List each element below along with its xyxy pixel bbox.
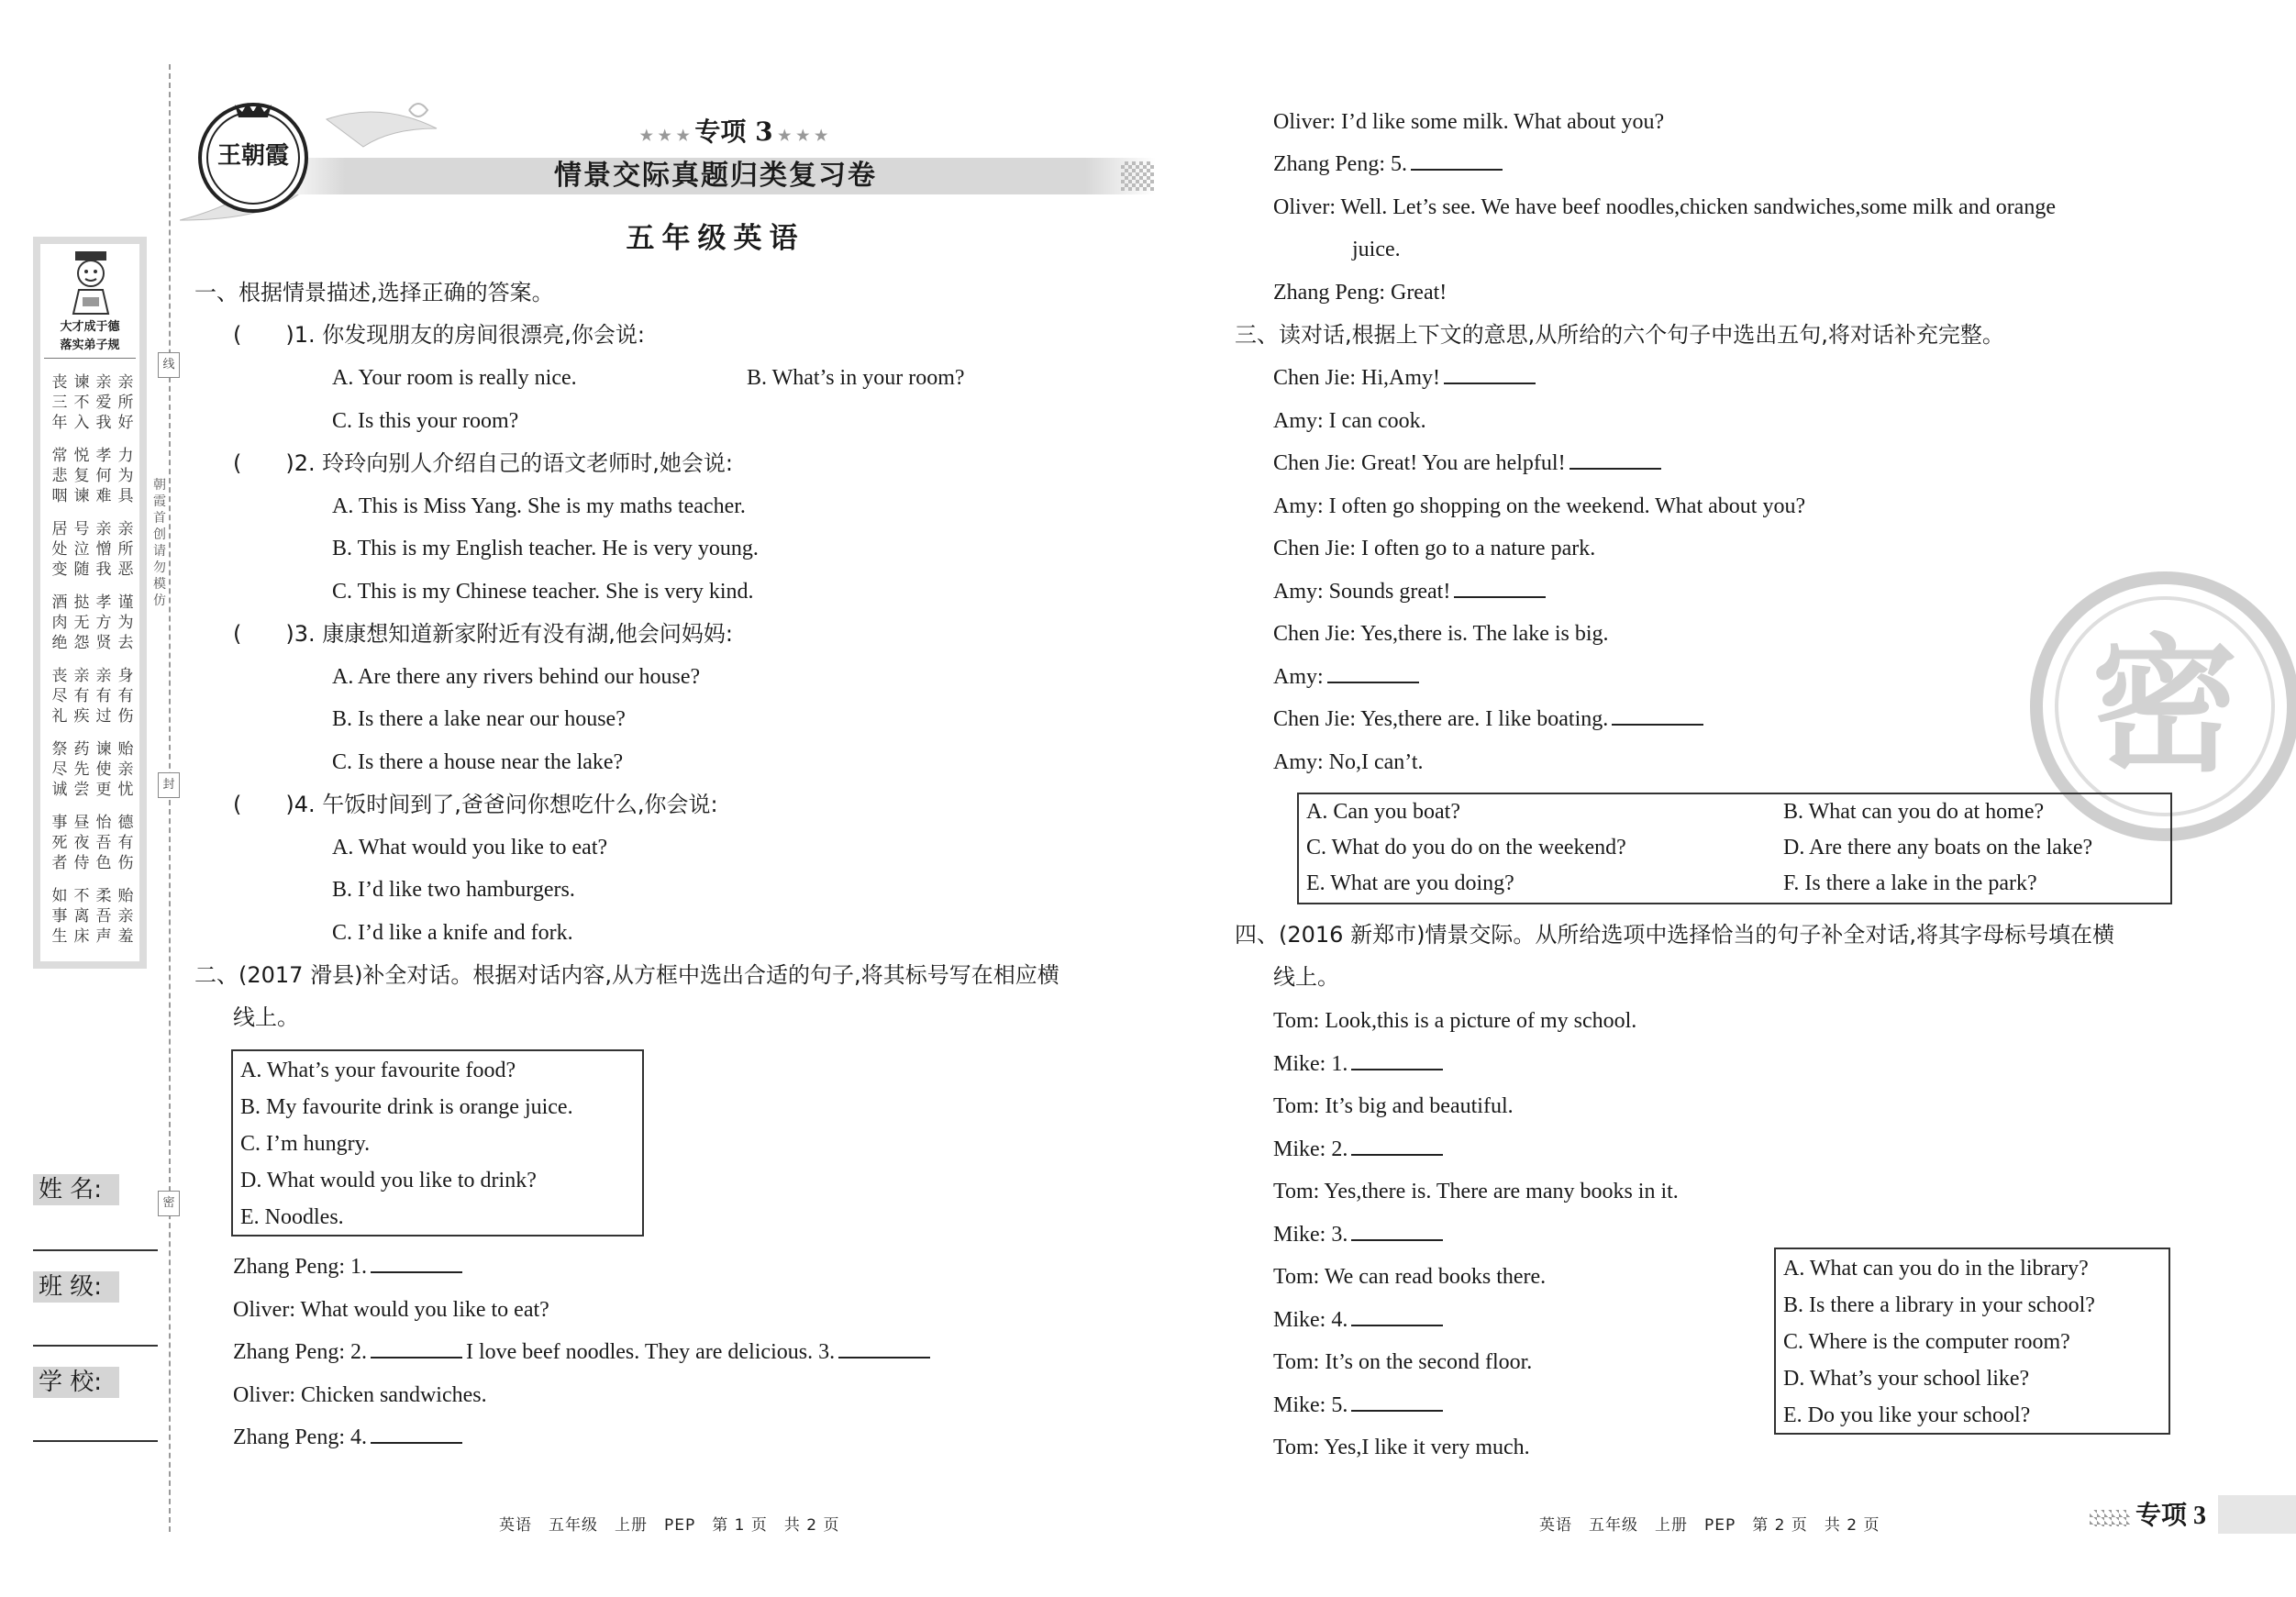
name-label: 姓 名: [33, 1174, 119, 1205]
s3-line [1273, 535, 1595, 562]
motto-column: 常悲咽 [51, 447, 68, 505]
s2-blank-3[interactable] [838, 1338, 930, 1359]
s4-line-text: Mike: 2. [1273, 1137, 1348, 1161]
motto-column: 昼夜侍 [73, 814, 90, 872]
slogan-divider [44, 358, 136, 359]
s2-line-5 [233, 1424, 466, 1451]
q4-option-a[interactable]: A. What would you like to eat? [332, 836, 608, 859]
special-label [633, 116, 835, 152]
s4-line [1273, 1136, 1447, 1163]
motto-column: 亲所好 [117, 373, 134, 432]
s2-line-4: Oliver: Chicken sandwiches. [233, 1383, 487, 1407]
q4-option-c[interactable]: C. I’d like a knife and fork. [332, 921, 573, 945]
special-tag: 专项 3 [2135, 1502, 2207, 1530]
motto-column: 挞无怨 [73, 593, 90, 652]
special-text: 专项 3 [694, 116, 773, 147]
motto-column: 号泣随 [73, 520, 90, 579]
section2-heading-cont: 线上。 [233, 1004, 299, 1030]
motto-column: 身有伤 [117, 667, 134, 726]
motto-column: 孝方贤 [95, 593, 112, 652]
s4-line [1273, 1392, 1447, 1419]
motto-column: 谏不入 [73, 373, 90, 432]
s4-line [1273, 1263, 1546, 1291]
motto-column: 亲爱我 [95, 373, 112, 432]
q1-option-a[interactable]: A. Your room is really nice. [332, 366, 577, 390]
s2-line-6: Oliver: I’d like some milk. What about you? [1273, 110, 1665, 134]
s4-box-option-c: C. Where is the computer room? [1783, 1330, 2070, 1354]
s2-box-option-c: C. I’m hungry. [240, 1132, 371, 1156]
q3-option-c[interactable]: C. Is there a house near the lake? [332, 750, 624, 774]
section2-heading: 二、(2017 滑县)补全对话。根据对话内容,从方框中选出合适的句子,将其标号写在相应横 [194, 962, 1059, 988]
s3-line [1273, 493, 1805, 520]
s4-line [1273, 1221, 1447, 1248]
s4-line [1273, 1007, 1636, 1035]
s4-line [1273, 1092, 1514, 1120]
motto-box [40, 244, 139, 961]
s2-line-7-text: Zhang Peng: 5. [1273, 152, 1407, 176]
motto-column: 孝何难 [95, 447, 112, 505]
scholar-figure-icon [64, 250, 117, 316]
s2-box-option-e: E. Noodles. [240, 1205, 344, 1229]
motto-column: 丧尽礼 [51, 667, 68, 726]
s2-line-7 [1273, 150, 1506, 178]
s2-line-5-text: Zhang Peng: 4. [233, 1425, 367, 1449]
s2-blank-1[interactable] [371, 1253, 462, 1273]
motto-column: 祭尽诚 [51, 740, 68, 799]
s4-box-option-d: D. What’s your school like? [1783, 1367, 2030, 1391]
motto-column: 贻亲忧 [117, 740, 134, 799]
s4-line [1273, 1306, 1447, 1334]
motto-column: 悦复谏 [73, 447, 90, 505]
s3-line-text: Amy: I can cook. [1273, 408, 1426, 433]
s4-answer-blank[interactable] [1351, 1221, 1443, 1241]
s3-line [1273, 705, 1707, 733]
motto-column: 酒肉绝 [51, 593, 68, 652]
grade-subject-title: 五年级英语 [626, 222, 805, 255]
s3-answer-blank[interactable] [1569, 449, 1661, 470]
motto-column: 怡吾色 [95, 814, 112, 872]
motto-column: 不离床 [73, 887, 90, 946]
q2-option-a[interactable]: A. This is Miss Yang. She is my maths teacher. [332, 494, 746, 518]
tag-dots-decoration [2090, 1510, 2130, 1526]
s3-box-option-c: C. What do you do on the weekend? [1306, 836, 1626, 859]
s4-box-option-a: A. What can you do in the library? [1783, 1257, 2089, 1281]
s3-line-text: Chen Jie: Yes,there is. The lake is big. [1273, 622, 1609, 646]
section3-heading: 三、读对话,根据上下文的意思,从所给的六个句子中选出五句,将对话补充完整。 [1235, 322, 2004, 348]
s3-answer-blank[interactable] [1444, 364, 1536, 384]
s2-line-1 [233, 1253, 466, 1281]
s4-line-text: Mike: 5. [1273, 1392, 1348, 1417]
sidebar-notice: 朝霞首创 请勿模仿 [153, 478, 166, 608]
s4-box-option-b: B. Is there a library in your school? [1783, 1293, 2095, 1317]
s3-box-option-a: A. Can you boat? [1306, 800, 1460, 824]
s4-line-text: Tom: It’s big and beautiful. [1273, 1094, 1514, 1118]
s3-line-text: Chen Jie: Yes,there are. I like boating. [1273, 707, 1609, 731]
s3-answer-blank[interactable] [1454, 578, 1546, 598]
paper-title: 情景交际真题归类复习卷 [554, 160, 877, 192]
footer-right: 英语 五年级 上册 PEP 第 2 页 共 2 页 [1539, 1516, 1880, 1535]
section4-heading: 四、(2016 新郑市)情景交际。从所给选项中选择恰当的句子补全对话,将其字母标号填在横 [1235, 922, 2115, 948]
cut-label-secret: 密 [158, 1191, 180, 1216]
s3-line [1273, 749, 1424, 776]
school-label: 学 校: [33, 1367, 119, 1398]
svg-text:密: 密 [2091, 620, 2239, 792]
q3-option-a[interactable]: A. Are there any rivers behind our house? [332, 665, 701, 689]
s3-line [1273, 620, 1609, 648]
s4-line [1273, 1178, 1679, 1205]
s3-line-text: Amy: Sounds great! [1273, 579, 1451, 604]
s4-line [1273, 1434, 1530, 1461]
slogan-line-2: 落实弟子规 [60, 338, 120, 352]
s4-line-text: Tom: Yes,I like it very much. [1273, 1436, 1530, 1459]
q4-stem: ( )4. 午饭时间到了,爸爸问你想吃什么,你会说: [233, 792, 718, 817]
s2-line-2: Oliver: What would you like to eat? [233, 1298, 549, 1322]
slogan-line-1: 大才成于德 [60, 320, 120, 334]
s3-line [1273, 449, 1665, 477]
motto-column: 贻亲羞 [117, 887, 134, 946]
section1-heading: 一、根据情景描述,选择正确的答案。 [194, 280, 554, 305]
s3-line-text: Chen Jie: I often go to a nature park. [1273, 537, 1596, 560]
stars-left-icon: ★ ★ ★ [639, 127, 695, 144]
s4-box-option-e: E. Do you like your school? [1783, 1403, 2031, 1427]
q2-option-c[interactable]: C. This is my Chinese teacher. She is very kind. [332, 580, 754, 604]
s2-line-3-text: Zhang Peng: 2. [233, 1340, 367, 1364]
s4-line-text: Tom: We can read books there. [1273, 1265, 1547, 1289]
s4-answer-blank[interactable] [1351, 1136, 1443, 1156]
s2-blank-2[interactable] [371, 1338, 462, 1359]
motto-column: 谨为去 [117, 593, 134, 652]
s3-box-option-e: E. What are you doing? [1306, 871, 1514, 895]
cut-label-line: 线 [158, 352, 180, 378]
motto-column: 亲有疾 [73, 667, 90, 726]
s4-line-text: Tom: It’s on the second floor. [1273, 1350, 1533, 1374]
s2-line-1-text: Zhang Peng: 1. [233, 1255, 367, 1279]
s4-line-text: Mike: 4. [1273, 1307, 1348, 1332]
q3-stem: ( )3. 康康想知道新家附近有没有湖,他会问妈妈: [233, 621, 733, 647]
s4-line-text: Tom: Yes,there is. There are many books in it. [1273, 1180, 1679, 1203]
motto-column: 力为具 [117, 447, 134, 505]
s3-line [1273, 578, 1549, 605]
school-field[interactable] [33, 1440, 158, 1442]
s3-box-option-b: B. What can you do at home? [1783, 800, 2045, 824]
motto-column: 亲有过 [95, 667, 112, 726]
s4-line [1273, 1348, 1532, 1376]
s3-line [1273, 364, 1539, 392]
s2-box-option-a: A. What’s your favourite food? [240, 1059, 516, 1082]
s3-line-text: Amy: No,I can’t. [1273, 749, 1424, 774]
s3-line-text: Amy: [1273, 664, 1324, 689]
motto-column: 亲所恶 [117, 520, 134, 579]
s3-line-text: Chen Jie: Great! You are helpful! [1273, 451, 1566, 475]
s3-answer-blank[interactable] [1612, 705, 1703, 726]
s4-answer-blank[interactable] [1351, 1050, 1443, 1070]
footer-left: 英语 五年级 上册 PEP 第 1 页 共 2 页 [499, 1516, 840, 1535]
stars-right-icon: ★ ★ ★ [772, 127, 828, 144]
s4-line-text: Tom: Look,this is a picture of my school. [1273, 1009, 1637, 1033]
q1-stem: ( )1. 你发现朋友的房间很漂亮,你会说: [233, 322, 645, 348]
q4-option-b[interactable]: B. I’d like two hamburgers. [332, 878, 575, 902]
s3-line-text: Amy: I often go shopping on the weekend. What about you? [1273, 494, 1806, 518]
tag-band [2218, 1495, 2296, 1534]
s3-box-option-f: F. Is there a lake in the park? [1783, 871, 2037, 895]
binding-dashed-line [169, 64, 171, 1532]
s2-blank-4[interactable] [371, 1424, 462, 1444]
s2-line-3 [233, 1338, 934, 1366]
s3-line [1273, 407, 1426, 435]
motto-column: 柔吾声 [95, 887, 112, 946]
s2-line-3-mid: I love beef noodles. They are delicious. 3. [465, 1340, 836, 1364]
s2-box-option-b: B. My favourite drink is orange juice. [240, 1095, 573, 1119]
q1-option-b[interactable]: B. What’s in your room? [747, 366, 965, 390]
motto-column: 谏使更 [95, 740, 112, 799]
s4-line-text: Mike: 3. [1273, 1222, 1348, 1247]
logo-text: 王朝霞 [216, 142, 289, 170]
s2-box-option-d: D. What would you like to drink? [240, 1169, 537, 1192]
s3-answer-blank[interactable] [1327, 663, 1419, 683]
class-label: 班 级: [33, 1271, 119, 1303]
s4-line-text: Mike: 1. [1273, 1051, 1348, 1076]
q3-option-b[interactable]: B. Is there a lake near our house? [332, 707, 626, 731]
motto-column: 药先尝 [73, 740, 90, 799]
class-field[interactable] [33, 1345, 158, 1347]
q2-option-b[interactable]: B. This is my English teacher. He is very young. [332, 537, 759, 560]
s4-line [1273, 1050, 1447, 1078]
motto-column: 事死者 [51, 814, 68, 872]
s3-box-option-d: D. Are there any boats on the lake? [1783, 836, 2093, 859]
s2-line-10: Zhang Peng: Great! [1273, 281, 1447, 305]
s3-line [1273, 663, 1423, 691]
motto-column: 德有伤 [117, 814, 134, 872]
motto-column: 居处变 [51, 520, 68, 579]
s4-answer-blank[interactable] [1351, 1306, 1443, 1326]
motto-column: 丧三年 [51, 373, 68, 432]
section4-heading-cont: 线上。 [1273, 964, 1339, 990]
s2-line-8: Oliver: Well. Let’s see. We have beef noodles,chicken sandwiches,some milk and orange [1273, 195, 2056, 219]
q2-stem: ( )2. 玲玲向别人介绍自己的语文老师时,她会说: [233, 450, 733, 476]
s3-line-text: Chen Jie: Hi,Amy! [1273, 366, 1440, 390]
s2-blank-5[interactable] [1411, 150, 1503, 171]
q1-option-c[interactable]: C. Is this your room? [332, 409, 519, 433]
motto-column: 如事生 [51, 887, 68, 946]
name-field[interactable] [33, 1249, 158, 1251]
s2-line-9: juice. [1352, 238, 1401, 261]
s4-answer-blank[interactable] [1351, 1392, 1443, 1412]
motto-column: 亲憎我 [95, 520, 112, 579]
cut-label-seal: 封 [158, 772, 180, 798]
